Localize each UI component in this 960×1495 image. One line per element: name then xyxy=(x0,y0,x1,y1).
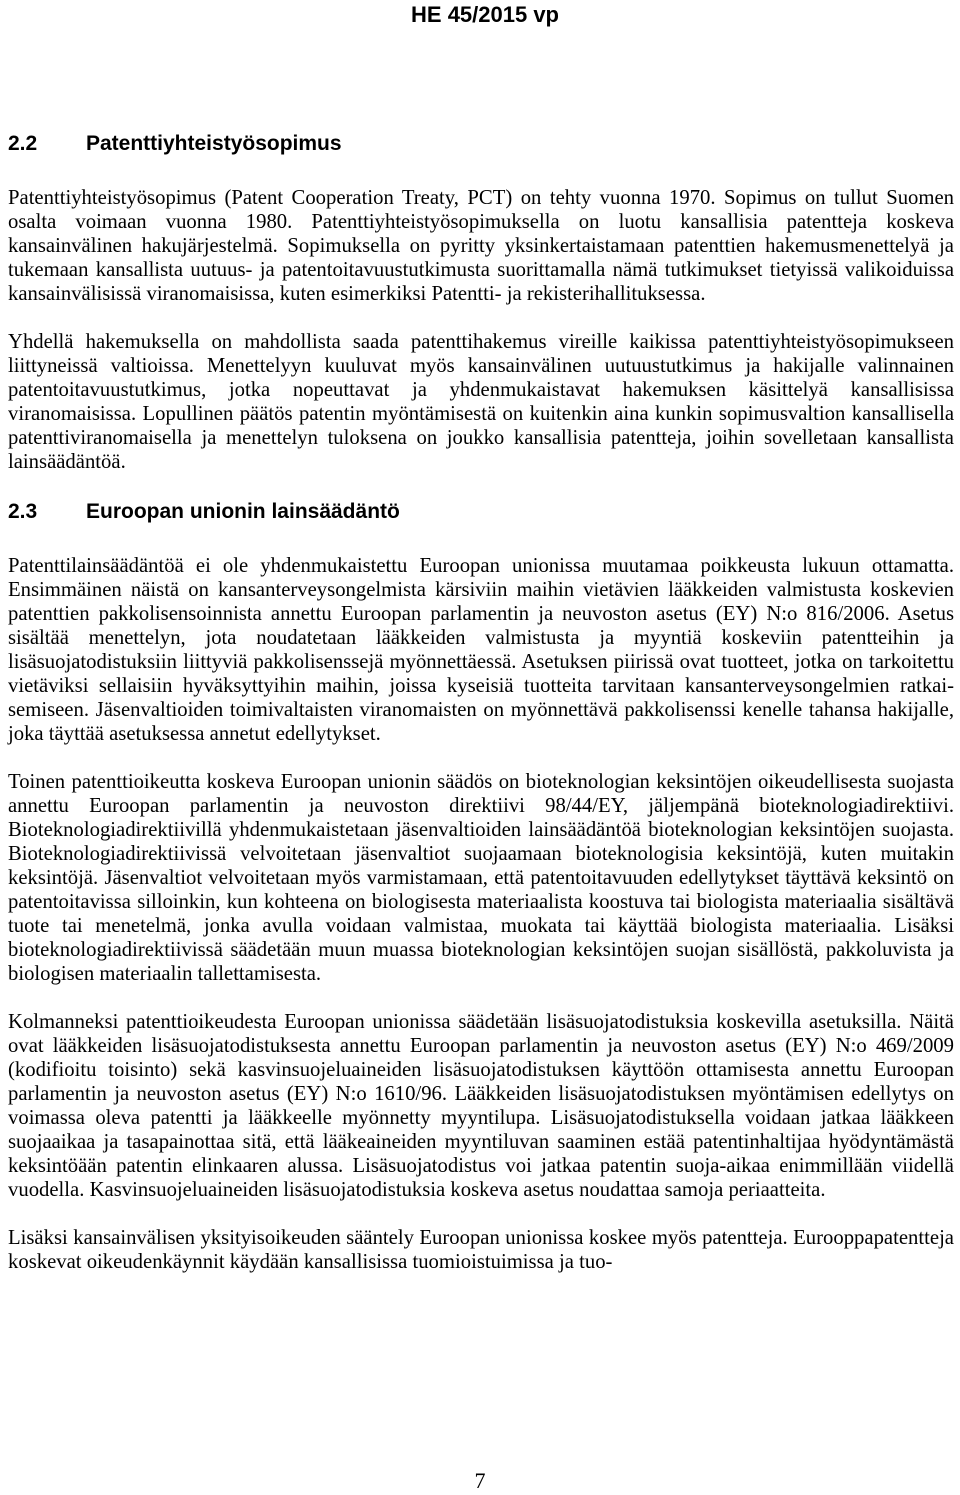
section-number: 2.3 xyxy=(8,500,38,523)
paragraph-eu-supplementary-certificates: Kolmanneksi patenttioikeudesta Euroopan unionissa säädetään lisäsuojatodistuksia koskevilla asetuksilla. Näitä ovat lääkkeiden lisäsuojatodistuksesta annettu Euroopan parlamentin ja neuvoston asetus (EY) N:o 469/2009 (kodifioitu toisinto) sekä kasvinsuojeluaineiden lisäsuojatodistuksen käyttöön ottamisesta annettu Euroopan parlamentin ja neuvoston asetus (EY) N:o 1610/96. Lääkkeiden lisäsuojatodistuksen myöntämisen edellytys on voimassa oleva patentti ja lääkkeelle myönnetty myyntilupa. Lisäsuojatodistuksella voidaan jatkaa lääkkeen suojaaikaa ja tasapainottaa sitä, että lääkeaineiden myyntiluvan saaminen estää patentinhaltijaa hyödyntämästä keksintöään patentin elinkaaren alussa. Lisäsuojatodistus voi jatkaa patentin suoja-aikaa enimmillään viidellä vuodella. Kasvinsuojeluaineiden lisäsuojatodistuksia koskeva asetus noudattaa samoja periaatteita. xyxy=(8,1011,954,1201)
section-title: Patenttiyhteistyösopimus xyxy=(86,132,342,155)
section-title: Euroopan unionin lainsäädäntö xyxy=(86,500,400,523)
page-content xyxy=(8,130,954,1274)
document-id-header: HE 45/2015 vp xyxy=(411,2,559,27)
paragraph-pct-procedure: Yhdellä hakemuksella on mahdollista saada patenttihakemus vireille kaikissa patenttiyhteistyösopimukseen liittyneissä valtioissa. Menettelyyn kuuluvat myös kansainvälinen uutuustutkimus ja hakijalle valinnainen patentoitavuustutkimus, jotka nopeuttavat ja yhdenmukaistavat hakemuksen käsittelyä kansallisissa viranomaisissa. Lopullinen päätös patentin myöntämisestä on kuitenkin aina kunkin sopimusvaltion kansallisella patenttiviranomaisella ja menettelyn tuloksena on joukko kansallisia patentteja, joihin sovelletaan kansallista lainsäädäntöä. xyxy=(8,331,954,473)
paragraph-eu-compulsory-licensing: Patenttilainsäädäntöä ei ole yhdenmukaistettu Euroopan unionissa muutamaa poikkeusta lukuun ottamatta. Ensimmäinen näistä on kansanterveysongelmista kärsiviin maihin vietävien lääkkeiden valmistusta koskevien patenttien pakkolisensoinnista annettu Euroopan parlamentin ja neuvoston asetus (EY) N:o 816/2006. Asetus sisältää menettelyn, jota noudatetaan lääkkeiden valmistusta ja myyntiä koskeviin patentteihin ja lisäsuojatodistuksiin liittyviä pakkolisenssejä myönnettäessä. Asetuksen piirissä ovat tuotteet, jotka on tarkoitettu vietäviksi sellaisiin hyväksyttyihin maihin, joissa kyseisiä tuotteita tarvitaan kansanterveysongelmien ratkaisemiseen. Jäsenvaltioiden toimivaltaisten viranomaisten on myönnettävä pakkolisenssi kenelle tahansa hakijalle, joka täyttää asetuksessa annetut edellytykset. xyxy=(8,555,954,745)
section-heading-2-2 xyxy=(8,130,954,158)
section-heading-2-3 xyxy=(8,498,954,526)
paragraph-eu-private-international-law: Lisäksi kansainvälisen yksityisoikeuden sääntely Euroopan unionissa koskee myös patentteja. Eurooppapatentteja koskevat oikeudenkäynnit käydään kansallisissa tuomioistuimissa ja tuo- xyxy=(8,1227,954,1273)
paragraph-pct-intro: Patenttiyhteistyösopimus (Patent Cooperation Treaty, PCT) on tehty vuonna 1970. Sopimus on tullut Suomen osalta voimaan vuonna 1980. Patenttiyhteistyösopimuksella on luotu kansallisia patentteja koskeva kansainvälinen hakujärjestelmä. Sopimuksella on pyritty yksinkertaistamaan patenttien hakemusmenettelyä ja tukemaan kansallista uutuus- ja patentoitavuustutkimusta suorittamalla nämä tutkimukset tietyissä valikoiduissa kansainvälisissä viranomaisissa, kuten esimerkiksi Patentti- ja rekisterihallituksessa. xyxy=(8,187,954,305)
page-number: 7 xyxy=(474,1468,486,1493)
section-number: 2.2 xyxy=(8,132,38,155)
paragraph-eu-biotech-directive: Toinen patenttioikeutta koskeva Euroopan unionin säädös on bioteknologian keksintöjen oikeudellisesta suojasta annettu Euroopan parlamentin ja neuvoston direktiivi 98/44/EY, jäljempänä bioteknologiadirektiivi. Bioteknologiadirektiivillä yhdenmukaistetaan jäsenvaltioiden lainsäädäntöä bioteknologian keksintöjen suojasta. Bioteknologiadirektiivissä velvoitetaan jäsenvaltiot suojaamaan bioteknologisia keksintöjä, kuten muitakin keksintöjä. Jäsenvaltiot velvoitetaan myös varmistamaan, että patentoitavuuden edellytykset täyttävä keksintö on patentoitavissa silloinkin, kun kohteena on biologisesta materiaalista koostuva tai biologista materiaalia sisältävä tuote tai menetelmä, jonka avulla voidaan valmistaa, muokata tai käyttää biologista materiaalia. Lisäksi bioteknologiadirektiivissä säädetään muun muassa bioteknologian keksintöjen suojan sisällöstä, pakkoluvista ja biologisen materiaalin tallettamisesta. xyxy=(8,771,954,985)
